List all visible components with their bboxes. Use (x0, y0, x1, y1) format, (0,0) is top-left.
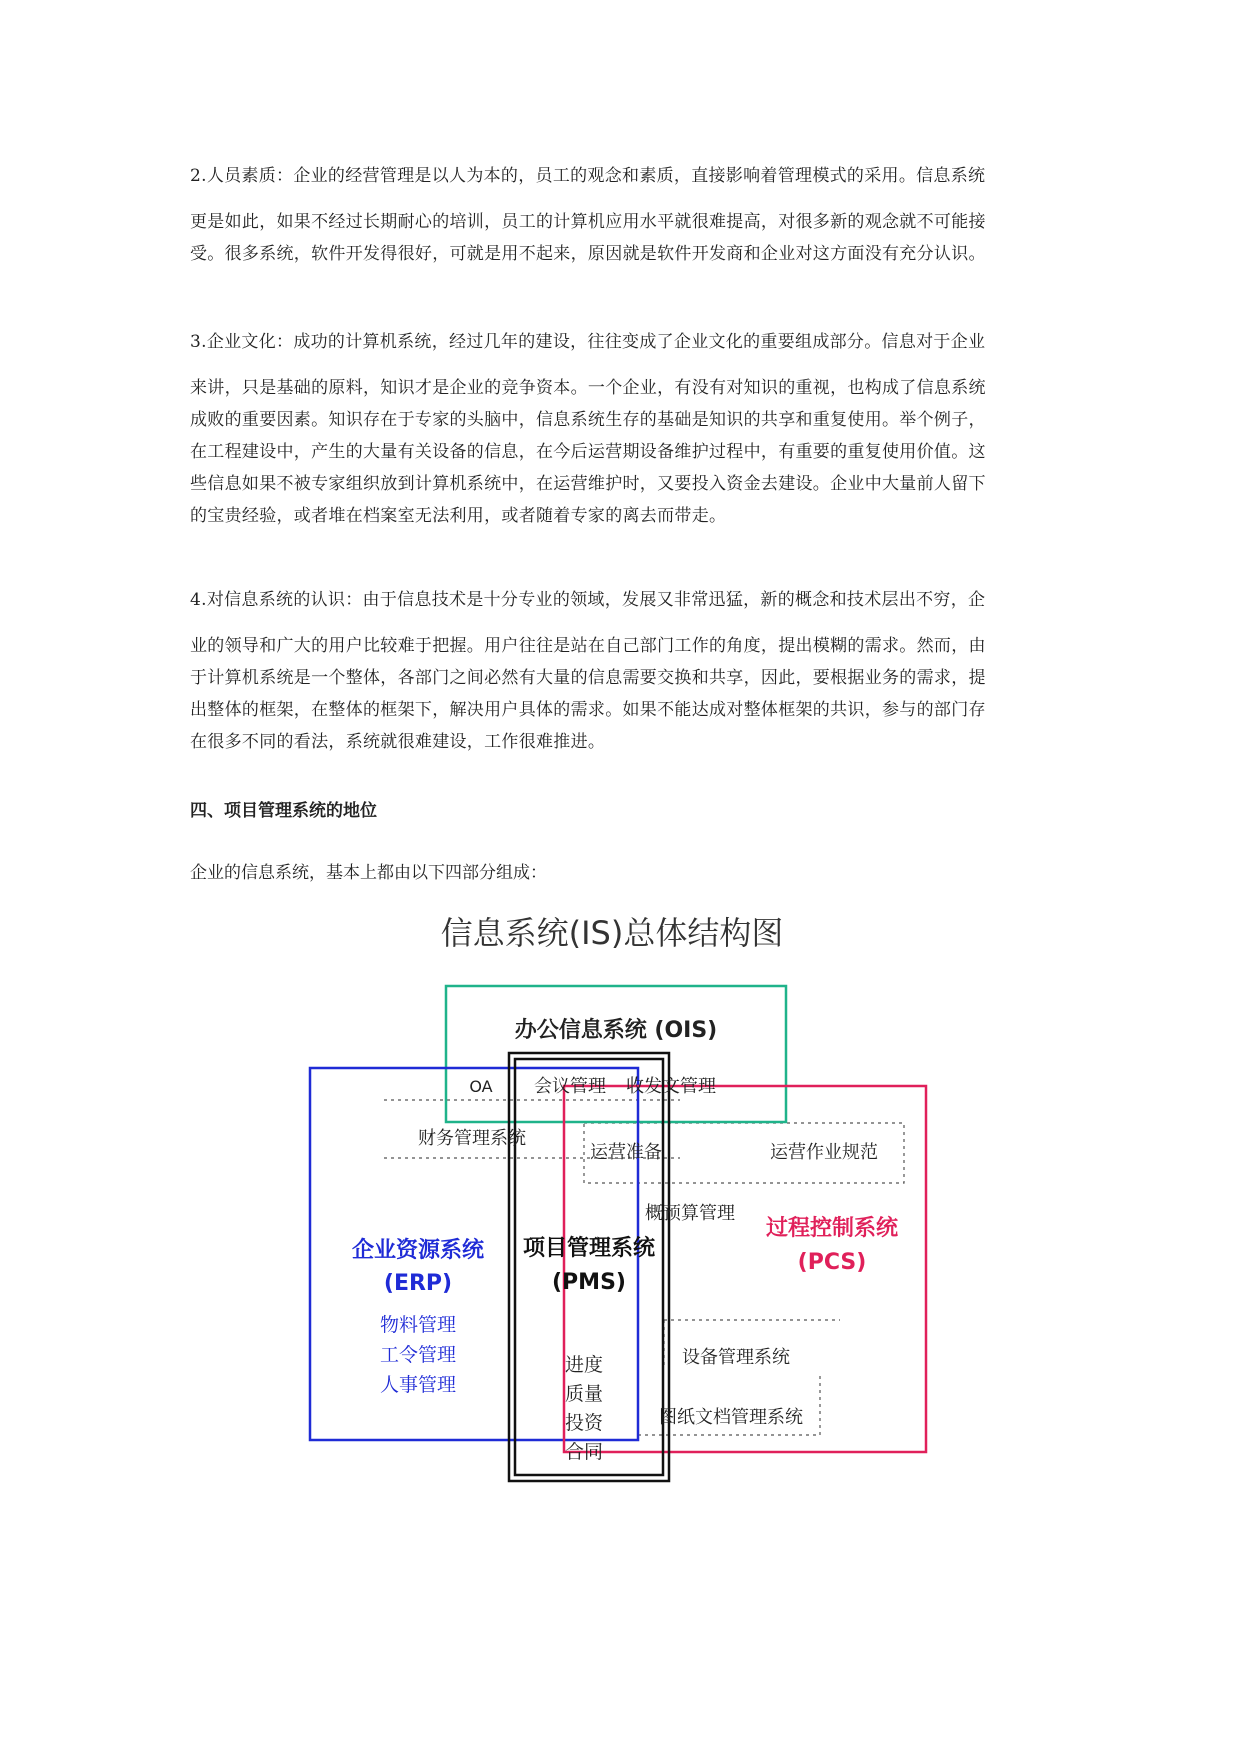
paragraph-line: 更是如此，如果不经过长期耐心的培训，员工的计算机应用水平就很难提高，对很多新的观念就不可能接 (190, 212, 986, 232)
drawings-system-label: 图纸文档管理系统 (659, 1407, 803, 1428)
paragraph-line: 受。很多系统，软件开发得很好，可就是用不起来，原因就是软件开发商和企业对这方面没有充分认识。 (190, 244, 986, 264)
finance-system-label: 财务管理系统 (418, 1128, 526, 1149)
pms-item: 合同 (564, 1441, 604, 1463)
paragraph-line: 在很多不同的看法，系统就很难建设，工作很难推进。 (190, 732, 606, 752)
operations-norms-label: 运营作业规范 (770, 1142, 878, 1163)
paragraph-enterprise-culture (190, 326, 1055, 532)
paragraph-line: 2.人员素质：企业的经营管理是以人为本的，员工的观念和素质，直接影响着管理模式的采用。信息系统 (190, 166, 986, 186)
erp-item: 工令管理 (379, 1344, 457, 1366)
paragraph-staff-quality (190, 160, 1055, 270)
erp-item: 人事管理 (379, 1374, 457, 1396)
pcs-abbreviation: (PCS) (797, 1250, 867, 1275)
pms-item: 质量 (564, 1383, 604, 1405)
oa-label: OA (469, 1077, 493, 1096)
paragraph-line: 成败的重要因素。知识存在于专家的头脑中，信息系统生存的基础是知识的共享和重复使用。举个例子， (190, 410, 986, 430)
pcs-box (564, 1086, 926, 1452)
intro-sentence: 企业的信息系统，基本上都由以下四部分组成： (190, 863, 547, 883)
ois-title: 办公信息系统 (OIS) (514, 1018, 718, 1043)
pcs-title: 过程控制系统 (765, 1216, 899, 1241)
paragraph-line: 在工程建设中，产生的大量有关设备的信息，在今后运营期设备维护过程中，有重要的重复使用价值。这 (190, 442, 986, 462)
paragraph-line: 3.企业文化：成功的计算机系统，经过几年的建设，往往变成了企业文化的重要组成部分。信息对于企业 (190, 332, 986, 352)
operations-prep-label: 运营准备 (590, 1142, 662, 1163)
pms-title: 项目管理系统 (522, 1236, 656, 1261)
diagram-canvas (300, 900, 960, 1520)
pms-item: 进度 (564, 1354, 604, 1376)
paragraph-line: 于计算机系统是一个整体，各部门之间必然有大量的信息需要交换和共享，因此，要根据业务的需求，提 (190, 668, 986, 688)
paragraph-line: 4.对信息系统的认识：由于信息技术是十分专业的领域，发展又非常迅猛，新的概念和技术层出不穷，企 (190, 590, 986, 610)
paragraph-line: 业的领导和广大的用户比较难于把握。用户往往是站在自己部门工作的角度，提出模糊的需求。然而，由 (190, 636, 986, 656)
is-structure-diagram (300, 900, 960, 1520)
erp-abbreviation: (ERP) (383, 1271, 453, 1296)
paragraph-line: 来讲，只是基础的原料，知识才是企业的竞争资本。一个企业，有没有对知识的重视，也构成了信息系统 (190, 378, 986, 398)
equipment-system-label: 设备管理系统 (682, 1347, 790, 1368)
erp-title: 企业资源系统 (351, 1238, 485, 1263)
paragraph-line: 的宝贵经验，或者堆在档案室无法利用，或者随着专家的离去而带走。 (190, 506, 727, 526)
meeting-management-label: 会议管理 (534, 1076, 606, 1097)
pms-abbreviation: (PMS) (552, 1270, 626, 1295)
budget-management-label: 概预算管理 (645, 1203, 735, 1224)
paragraph-is-understanding (190, 584, 1055, 758)
paragraph-line: 出整体的框架，在整体的框架下，解决用户具体的需求。如果不能达成对整体框架的共识，参与的部门存 (190, 700, 986, 720)
diagram-title: 信息系统(IS)总体结构图 (440, 914, 784, 952)
paragraph-line: 些信息如果不被专家组织放到计算机系统中，在运营维护时，又要投入资金去建设。企业中大量前人留下 (190, 474, 986, 494)
pms-item: 投资 (564, 1412, 604, 1434)
section-heading: 四、项目管理系统的地位 (190, 801, 377, 821)
erp-item: 物料管理 (379, 1314, 457, 1336)
document-dispatch-label: 收发文管理 (626, 1076, 716, 1097)
